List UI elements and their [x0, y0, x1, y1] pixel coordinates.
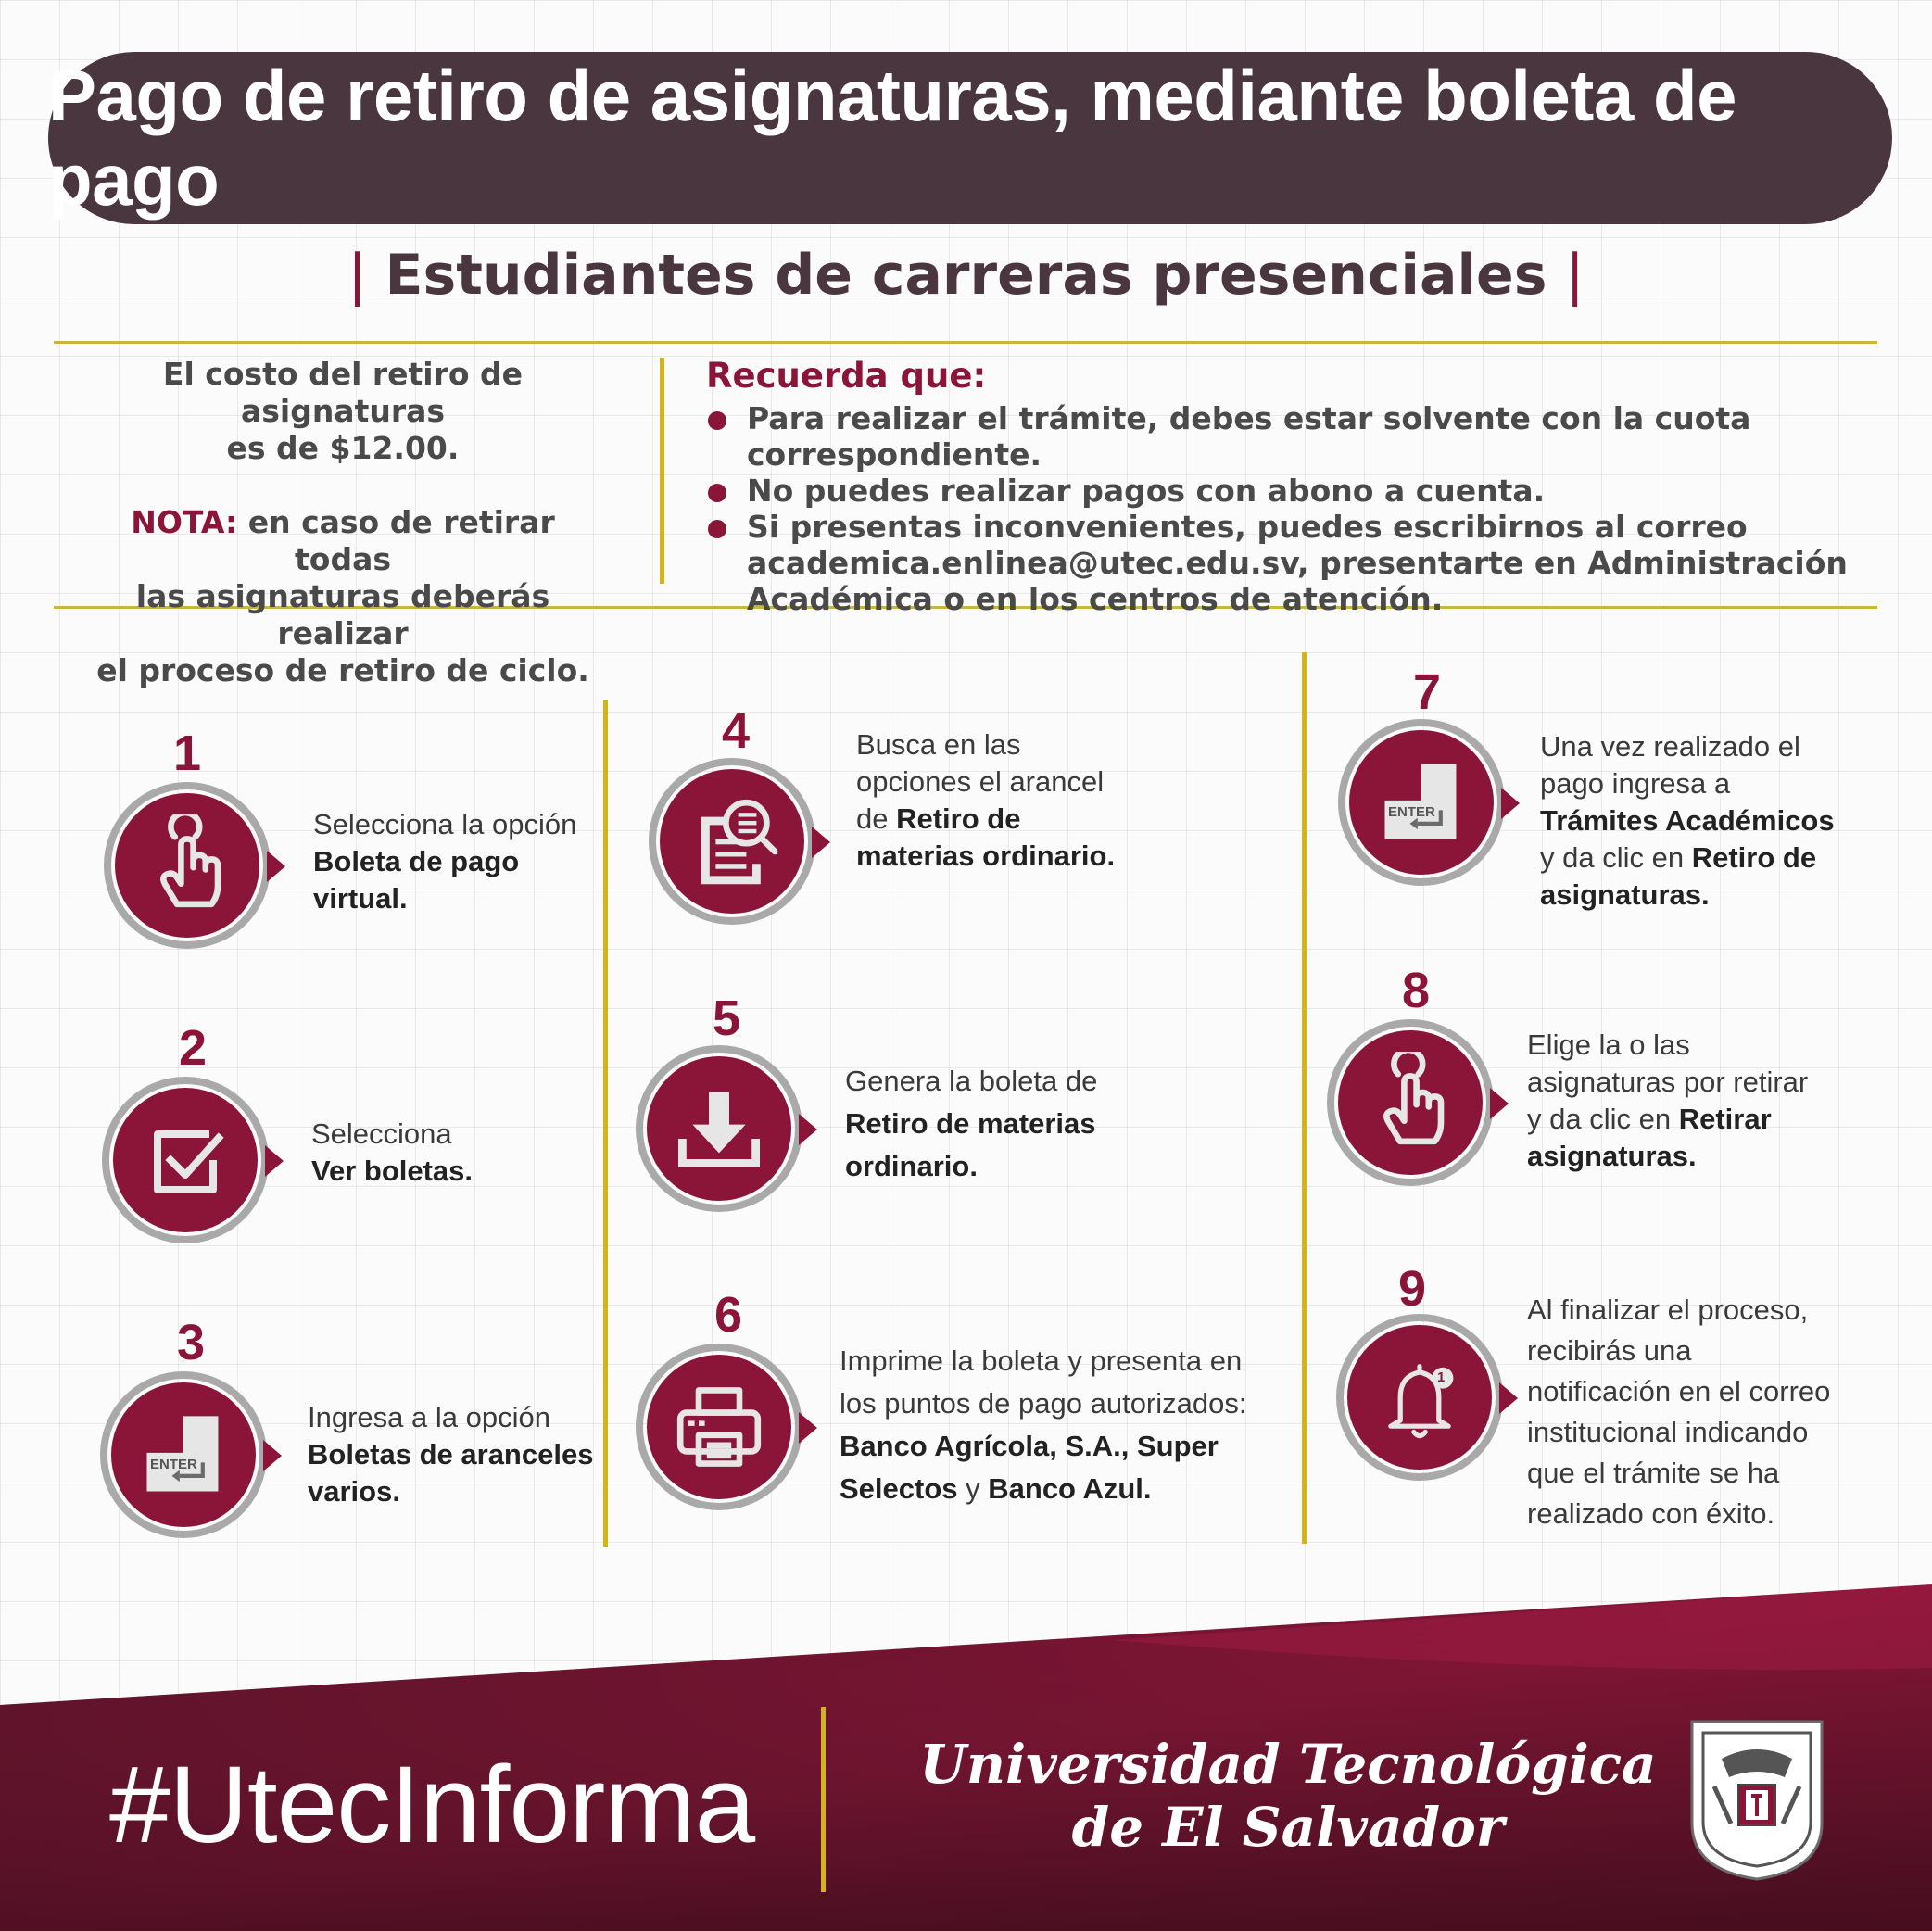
step-2-text: Selecciona Ver boletas.: [311, 1117, 474, 1187]
step-3-number: 3: [176, 1315, 206, 1370]
step-5-number: 5: [712, 991, 741, 1046]
bullet-icon: [708, 520, 726, 538]
step-4-text: Busca en las opciones el arancel de Retiro de materias ordinario.: [856, 728, 1116, 872]
printer-icon: [668, 1376, 770, 1478]
step-7-badge: [1338, 719, 1512, 893]
reminder-item: No puedes realizar pagos con abono a cuenta.: [706, 473, 1892, 509]
nota-text-1: en caso de retirar todas: [247, 504, 555, 577]
step-6-number: 6: [713, 1287, 743, 1343]
bullet-icon: [708, 484, 726, 502]
page-subtitle: [0, 243, 1932, 308]
page-title: Pago de retiro de asignaturas, mediante boleta de pago: [48, 55, 1736, 221]
reminder-item: Si presentas inconvenientes, puedes escribirnos al correo academica.enlinea@utec.edu.sv, presentarte en Administración Académica o en los centros de atención.: [706, 509, 1892, 617]
university-line-1: Universidad Tecnológica: [919, 1733, 1657, 1796]
step-2-badge: [102, 1077, 276, 1251]
step-5-text: Genera la boleta de Retiro de materias ordinario.: [845, 1065, 1098, 1182]
reminder-list: [706, 400, 1892, 617]
step-1-text: Selecciona la opción Boleta de pago virtual.: [313, 808, 577, 915]
step-1-badge: [104, 782, 278, 956]
step-8-number: 8: [1401, 963, 1431, 1018]
cost-info: [83, 356, 602, 689]
step-4-badge: [649, 758, 823, 932]
enter-key-icon: ENTER: [135, 1407, 232, 1503]
reminder-title: Recuerda que:: [706, 356, 987, 396]
hashtag: #UtecInforma: [109, 1744, 755, 1866]
step-3-text: Ingresa a la opción Boletas de aranceles varios.: [308, 1401, 594, 1508]
step-9-text: Al finalizar el proceso, recibirás una notificación en el correo institucional indicando que el trámite se ha realizado con éxito.: [1527, 1294, 1831, 1530]
reminder-item: Para realizar el trámite, debes estar solvente con la cuota correspondiente.: [706, 400, 1892, 473]
nota-text-2: las asignaturas deberás realizar: [135, 578, 550, 651]
university-name: [917, 1733, 1659, 1859]
hand-pointer-icon: [1359, 1052, 1461, 1154]
subtitle-bar-left: |: [347, 243, 367, 308]
top-divider: [54, 341, 1877, 344]
steps-divider-2: [1302, 652, 1307, 1544]
step-4-number: 4: [721, 703, 751, 759]
bell-notification-icon: 1: [1371, 1349, 1468, 1445]
subtitle-text: Estudiantes de carreras presenciales: [385, 243, 1547, 308]
document-search-icon: [681, 790, 783, 892]
step-5-badge: [636, 1045, 810, 1219]
step-8-text: Elige la o las asignaturas por retirar y da clic en Retirar asignaturas.: [1527, 1029, 1809, 1172]
nota-line-1: [83, 504, 602, 578]
step-6-badge: [636, 1344, 810, 1518]
university-seal-logo: [1685, 1712, 1829, 1885]
footer-divider: [821, 1707, 826, 1892]
subtitle-bar-right: |: [1565, 243, 1585, 308]
step-9-badge: [1336, 1314, 1510, 1488]
nota-label: NOTA:: [131, 504, 238, 540]
step-2-number: 2: [178, 1020, 208, 1076]
step-1-number: 1: [172, 726, 202, 781]
step-9-number: 9: [1397, 1261, 1427, 1317]
nota-text-3: el proceso de retiro de ciclo.: [96, 652, 589, 688]
step-3-badge: [100, 1371, 274, 1546]
cost-line-2: es de $12.00.: [226, 430, 460, 466]
university-line-2: de El Salvador: [1071, 1796, 1505, 1859]
checkbox-icon: [139, 1114, 232, 1206]
title-banner: [48, 52, 1892, 224]
hand-pointer-icon: [136, 814, 238, 916]
info-vertical-divider: [660, 358, 664, 584]
step-6-text: Imprime la boleta y presenta en los puntos de pago autorizados: Banco Agrícola, S.A., Super Selectos y Banco Azul.: [840, 1344, 1247, 1505]
download-icon: [668, 1078, 770, 1180]
reminder-box: [706, 356, 1892, 617]
step-7-text: Una vez realizado el pago ingresa a Trámites Académicos y da clic en Retiro de asignaturas.: [1540, 730, 1835, 911]
enter-key-icon: ENTER: [1373, 754, 1470, 851]
step-7-number: 7: [1412, 664, 1442, 720]
cost-line-1: El costo del retiro de asignaturas: [162, 356, 524, 429]
step-8-badge: [1327, 1019, 1501, 1193]
bullet-icon: [708, 411, 726, 430]
pointer-arrow: [267, 851, 285, 882]
